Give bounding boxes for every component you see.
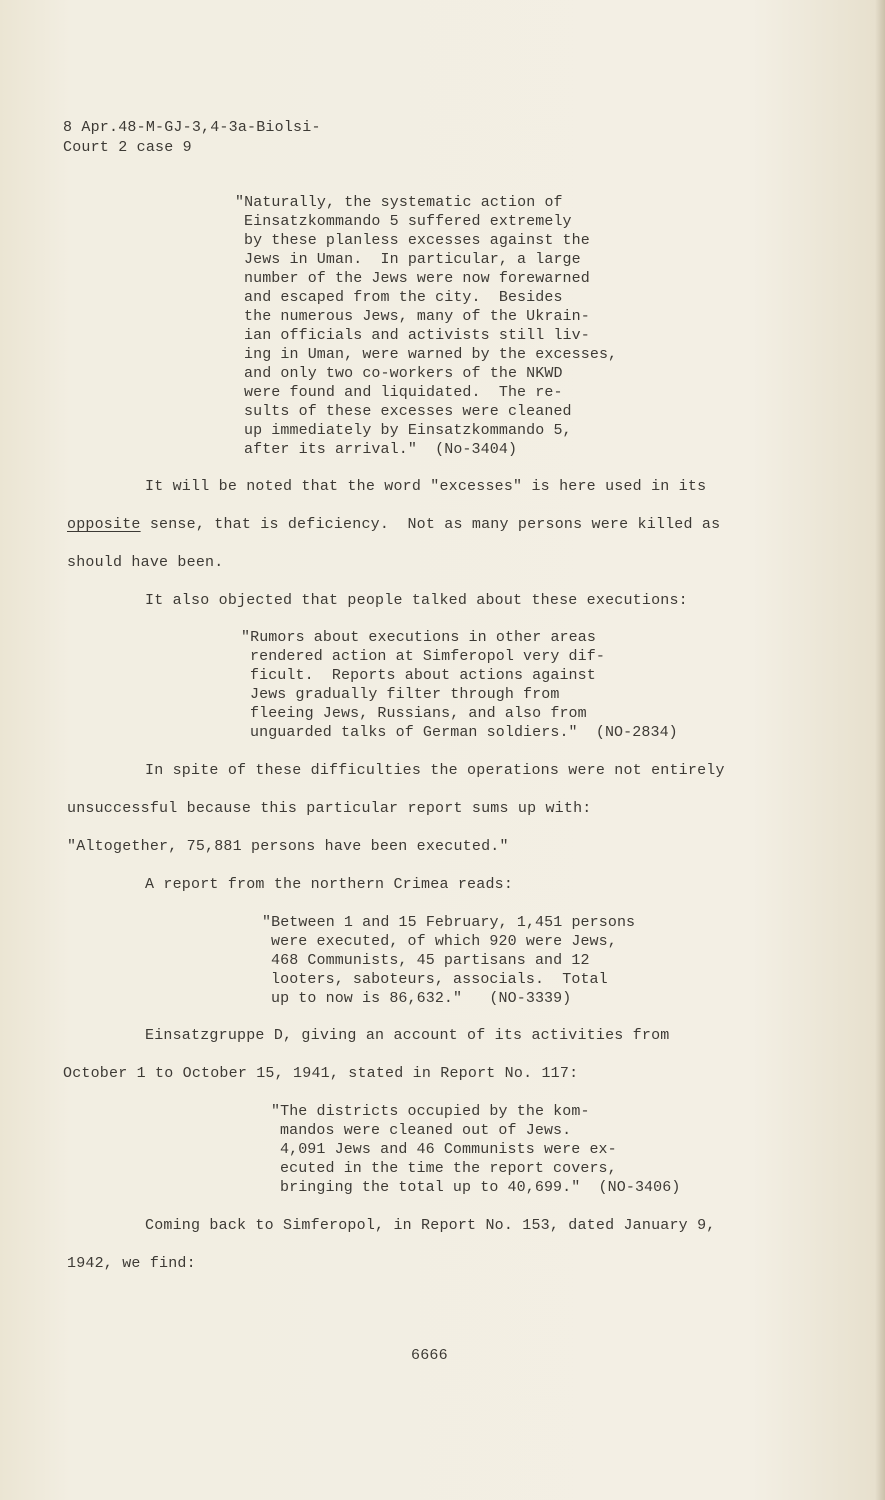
quote-line: mandos were cleaned out of Jews. xyxy=(280,1122,572,1139)
paragraph-line: "Altogether, 75,881 persons have been executed." xyxy=(67,838,509,855)
quote-line: "Rumors about executions in other areas xyxy=(241,629,596,646)
quote-line: "Naturally, the systematic action of xyxy=(235,194,563,211)
quote-line: up immediately by Einsatzkommando 5, xyxy=(244,422,572,439)
quote-line: the numerous Jews, many of the Ukrain- xyxy=(244,308,590,325)
quote-line: rendered action at Simferopol very dif- xyxy=(250,648,605,665)
quote-line: 468 Communists, 45 partisans and 12 xyxy=(271,952,590,969)
quote-line: after its arrival." (No-3404) xyxy=(244,441,518,458)
quote-line: sults of these excesses were cleaned xyxy=(244,403,572,420)
quote-line: fleeing Jews, Russians, and also from xyxy=(250,705,587,722)
page-edge-shadow xyxy=(875,0,885,1500)
quote-line: up to now is 86,632." (NO-3339) xyxy=(271,990,572,1007)
paragraph-line: In spite of these difficulties the operations were not entirely xyxy=(145,762,725,779)
header-line-1: 8 Apr.48-M-GJ-3,4-3a-Biolsi- xyxy=(63,119,321,136)
quote-line: ian officials and activists still liv- xyxy=(244,327,590,344)
paragraph-line: A report from the northern Crimea reads: xyxy=(145,876,514,893)
quote-line: unguarded talks of German soldiers." (NO-2834) xyxy=(250,724,678,741)
quote-line: ficult. Reports about actions against xyxy=(250,667,596,684)
quote-line: bringing the total up to 40,699." (NO-3406) xyxy=(280,1179,681,1196)
paragraph-line: Einsatzgruppe D, giving an account of its activities from xyxy=(145,1027,670,1044)
quote-line: ecuted in the time the report covers, xyxy=(280,1160,617,1177)
paragraph-line: October 1 to October 15, 1941, stated in Report No. 117: xyxy=(63,1065,579,1082)
quote-line: and escaped from the city. Besides xyxy=(244,289,563,306)
paragraph-text: sense, that is deficiency. Not as many persons were killed as xyxy=(140,516,721,533)
paragraph-line xyxy=(67,515,720,534)
quote-line: looters, saboteurs, associals. Total xyxy=(271,971,608,988)
underlined-word: opposite xyxy=(67,516,141,533)
quote-line: were executed, of which 920 were Jews, xyxy=(271,933,617,950)
paragraph-line: unsuccessful because this particular report sums up with: xyxy=(67,800,592,817)
quote-line: by these planless excesses against the xyxy=(244,232,590,249)
paragraph-line: should have been. xyxy=(67,554,224,571)
paragraph-line: It will be noted that the word "excesses" is here used in its xyxy=(145,478,707,495)
quote-line: 4,091 Jews and 46 Communists were ex- xyxy=(280,1141,617,1158)
quote-line: "The districts occupied by the kom- xyxy=(271,1103,590,1120)
quote-line: ing in Uman, were warned by the excesses, xyxy=(244,346,618,363)
paragraph-line: Coming back to Simferopol, in Report No. 153, dated January 9, xyxy=(145,1217,716,1234)
quote-line: were found and liquidated. The re- xyxy=(244,384,563,401)
quote-line: number of the Jews were now forewarned xyxy=(244,270,590,287)
quote-line: "Between 1 and 15 February, 1,451 persons xyxy=(262,914,636,931)
paragraph-line: 1942, we find: xyxy=(67,1255,196,1272)
quote-line: Einsatzkommando 5 suffered extremely xyxy=(244,213,572,230)
quote-line: Jews in Uman. In particular, a large xyxy=(244,251,581,268)
page-number: 6666 xyxy=(411,1347,448,1364)
quote-line: Jews gradually filter through from xyxy=(250,686,560,703)
quote-line: and only two co-workers of the NKWD xyxy=(244,365,563,382)
paragraph-line: It also objected that people talked about these executions: xyxy=(145,592,688,609)
header-line-2: Court 2 case 9 xyxy=(63,139,192,156)
